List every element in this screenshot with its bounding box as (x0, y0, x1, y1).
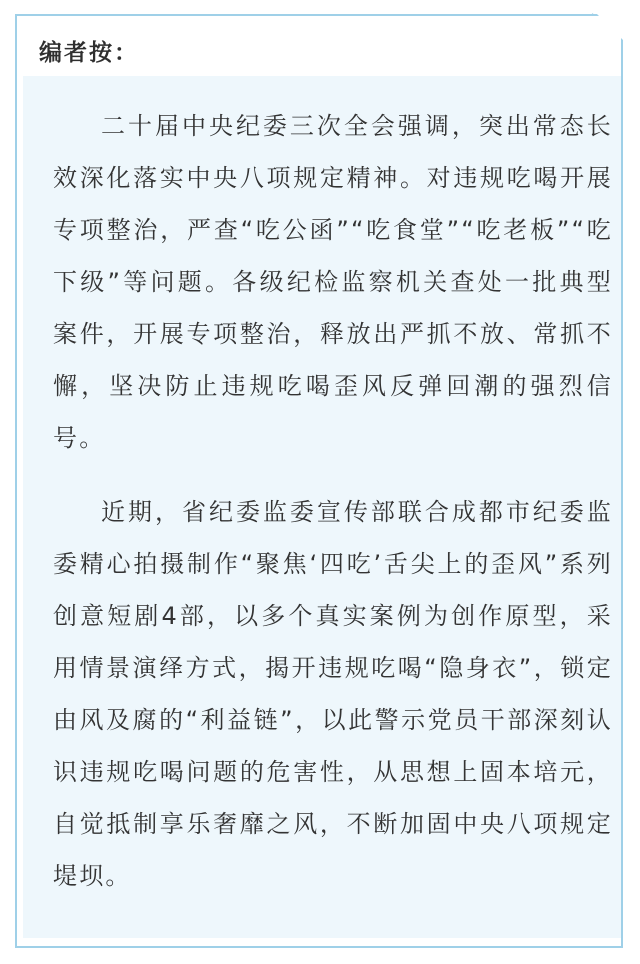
editor-note-header (17, 16, 621, 76)
paragraph-2: 近期，省纪委监委宣传部联合成都市纪委监委精心拍摄制作“聚焦‘四吃’舌尖上的歪风”系列创意短剧4部，以多个真实案例为创作原型，采用情景演绎方式，揭开违规吃喝“隐身衣”，锁定由风及腐的“利益链”，以此警示党员干部深刻认识违规吃喝问题的危害性，从思想上固本培元，自觉抵制享乐奢靡之风，不断加固中央八项规定堤坝。 (53, 498, 613, 890)
editor-note-content (23, 76, 621, 938)
editor-note-title: 编者按： (39, 40, 139, 66)
paragraph-1: 二十届中央纪委三次全会强调，突出常态长效深化落实中央八项规定精神。对违规吃喝开展专项整治，严查“吃公函”“吃食堂”“吃老板”“吃下级”等问题。各级纪检监察机关查处一批典型案件，开展专项整治，释放出严抓不放、常抓不懈，坚决防止违规吃喝歪风反弹回潮的强烈信号。 (53, 112, 613, 452)
